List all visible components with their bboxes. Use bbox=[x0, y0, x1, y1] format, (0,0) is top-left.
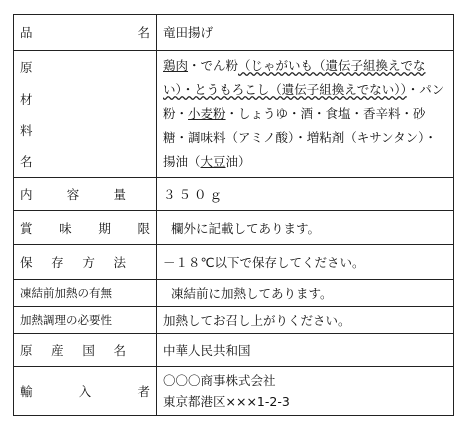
label-char: 内 bbox=[20, 187, 33, 203]
ingredients-label bbox=[14, 50, 157, 177]
ingredient-text: ・パン粉・ bbox=[163, 82, 445, 122]
row-heated-before-freezing bbox=[14, 280, 454, 307]
label-char: 容 bbox=[66, 187, 80, 203]
label-char: 入 bbox=[78, 383, 92, 399]
allergen-wheat: 小麦粉 bbox=[188, 106, 226, 122]
storage-value: －１８℃以下で保存してください。 bbox=[157, 245, 454, 280]
label-char: 材 bbox=[20, 91, 33, 107]
importer-company: 〇〇〇商事株式会社 bbox=[163, 372, 276, 388]
row-content-amount bbox=[14, 178, 454, 211]
label-char: 原 bbox=[20, 342, 33, 358]
origin-value: 中華人民共和国 bbox=[157, 333, 454, 366]
importer-value bbox=[157, 366, 454, 415]
label-char: 産 bbox=[51, 342, 64, 358]
ingredient-text: ・でん粉 bbox=[188, 58, 239, 74]
content-amount-value: ３５０ｇ bbox=[157, 178, 454, 211]
label-char: 法 bbox=[113, 255, 126, 271]
label-char: 名 bbox=[20, 154, 33, 170]
row-expiry bbox=[14, 211, 454, 245]
origin-label bbox=[14, 333, 157, 366]
ingredient-text: ・しょうゆ・酒・食塩・香辛料・砂糖・調味料（アミノ酸）・増粘剤（キサンタン）・揚油（ bbox=[163, 106, 437, 170]
storage-label bbox=[14, 245, 157, 280]
label-char: 存 bbox=[51, 255, 64, 271]
label-char: 輸 bbox=[20, 383, 33, 399]
food-label-table bbox=[13, 14, 454, 416]
label-char: 者 bbox=[137, 383, 150, 399]
gmo-note: （じゃがいも（遺伝子組換えでない）・とうもろこし（遺伝子組換えでない）） bbox=[163, 58, 426, 98]
label-char: 限 bbox=[137, 220, 150, 236]
content-amount-label bbox=[14, 178, 157, 211]
importer-address: 東京都港区×××1-2-3 bbox=[163, 393, 290, 409]
heating-required-value: 加熱してお召し上がりください。 bbox=[157, 306, 454, 333]
ingredient-text: 油） bbox=[225, 154, 251, 170]
allergen-chicken: 鶏肉 bbox=[163, 58, 189, 74]
heated-before-freezing-value: 凍結前に加熱してあります。 bbox=[157, 280, 454, 307]
product-name-value: 竜田揚げ bbox=[157, 15, 454, 51]
importer-label bbox=[14, 366, 157, 415]
row-importer bbox=[14, 366, 454, 415]
label-char: 名 bbox=[113, 342, 126, 358]
allergen-soy: 大豆 bbox=[200, 154, 226, 170]
label-char: 賞 bbox=[20, 220, 33, 236]
row-origin bbox=[14, 333, 454, 366]
label-char: 味 bbox=[59, 220, 72, 236]
label-char: 原 bbox=[20, 60, 33, 76]
heated-before-freezing-label: 凍結前加熱の有無 bbox=[14, 280, 157, 307]
label-char: 名 bbox=[137, 25, 150, 41]
row-storage bbox=[14, 245, 454, 280]
label-char: 期 bbox=[98, 220, 111, 236]
label-char: 品 bbox=[20, 25, 33, 41]
expiry-value: 欄外に記載してあります。 bbox=[157, 211, 454, 245]
label-char: 保 bbox=[20, 255, 33, 271]
row-heating-required bbox=[14, 306, 454, 333]
expiry-label bbox=[14, 211, 157, 245]
row-product-name bbox=[14, 15, 454, 51]
heating-required-label: 加熱調理の必要性 bbox=[14, 306, 157, 333]
product-name-label bbox=[14, 15, 157, 51]
ingredients-value bbox=[157, 50, 454, 177]
label-char: 方 bbox=[82, 255, 95, 271]
label-char: 料 bbox=[20, 122, 33, 138]
label-char: 国 bbox=[82, 342, 95, 358]
row-ingredients bbox=[14, 50, 454, 177]
label-char: 量 bbox=[113, 187, 126, 203]
